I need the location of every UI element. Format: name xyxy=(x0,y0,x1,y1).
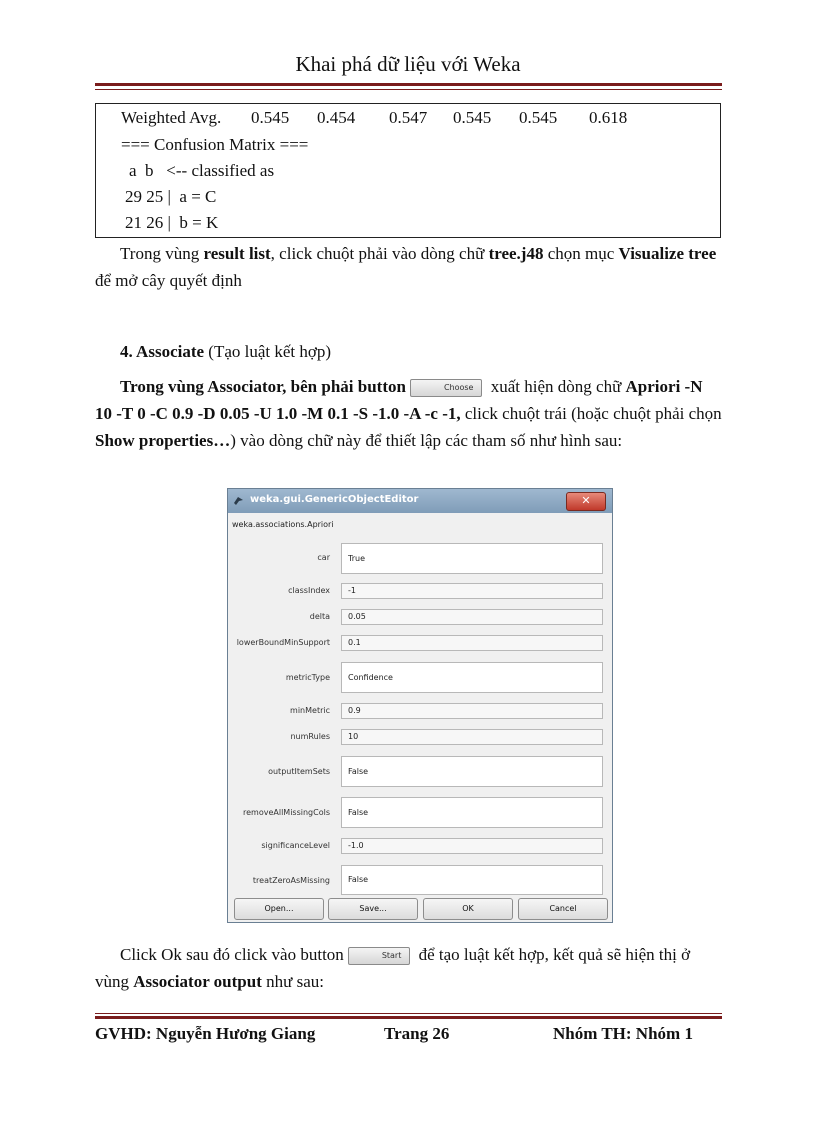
prop-label-delta: delta xyxy=(309,612,330,621)
prop-label-lowerBoundMinSupport: lowerBoundMinSupport xyxy=(236,638,330,647)
bold-text: Apriori -N 10 -T 0 -C 0.9 -D 0.05 -U 1.0 -M 0.1 -S -1.0 -A -c -1, xyxy=(95,377,703,423)
open-button[interactable]: Open... xyxy=(234,898,324,920)
section-title: (Tạo luật kết hợp) xyxy=(204,342,332,361)
text: Trong vùng xyxy=(120,244,204,263)
dialog-title: weka.gui.GenericObjectEditor xyxy=(250,494,419,505)
weighted-avg-value: 0.545 xyxy=(453,108,492,127)
text: Click Ok sau đó click vào button xyxy=(120,945,344,964)
close-button[interactable]: ✕ xyxy=(566,492,606,511)
paragraph-start xyxy=(95,941,722,995)
footer-rule xyxy=(95,1016,722,1019)
start-button[interactable]: Start xyxy=(348,947,411,965)
prop-field-delta[interactable]: 0.05 xyxy=(341,609,603,625)
prop-field-metricType[interactable]: Confidence xyxy=(341,662,603,693)
footer-instructor: GVHD: Nguyễn Hương Giang xyxy=(95,1024,316,1043)
prop-label-metricType: metricType xyxy=(285,673,330,682)
header-rule-thin xyxy=(95,89,722,90)
confusion-matrix-title: === Confusion Matrix === xyxy=(121,135,309,154)
weighted-avg-value: 0.454 xyxy=(317,108,356,127)
paragraph-associator xyxy=(95,373,722,454)
text: để tạo luật kết hợp, kết quả sẽ hiện thị ở vùng xyxy=(95,945,691,991)
weighted-avg-value: 0.547 xyxy=(389,108,428,127)
prop-field-significanceLevel[interactable]: -1.0 xyxy=(341,838,603,854)
weighted-avg-value: 0.618 xyxy=(589,108,628,127)
page-header-title: Khai phá dữ liệu với Weka xyxy=(295,52,521,76)
confusion-row: 21 26 | b = K xyxy=(125,213,219,232)
prop-field-minMetric[interactable]: 0.9 xyxy=(341,703,603,719)
footer-page-number: Trang 26 xyxy=(384,1024,450,1043)
choose-button[interactable]: Choose xyxy=(410,379,483,397)
prop-field-car[interactable]: True xyxy=(341,543,603,574)
header-rule xyxy=(95,83,722,86)
prop-label-outputItemSets: outputItemSets xyxy=(268,767,330,776)
prop-field-numRules[interactable]: 10 xyxy=(341,729,603,745)
weka-bird-icon xyxy=(233,495,244,506)
text: chọn mục xyxy=(543,244,619,263)
prop-label-significanceLevel: significanceLevel xyxy=(261,841,330,850)
prop-field-removeAllMissingCols[interactable]: False xyxy=(341,797,603,828)
bold-text: Visualize tree xyxy=(618,244,717,263)
text: ) vào dòng chữ này để thiết lập các tham số như hình sau: xyxy=(230,431,623,450)
weighted-avg-value: 0.545 xyxy=(519,108,558,127)
prop-field-lowerBoundMinSupport[interactable]: 0.1 xyxy=(341,635,603,651)
text: như sau: xyxy=(261,972,324,991)
cancel-button[interactable]: Cancel xyxy=(518,898,608,920)
dialog-titlebar[interactable] xyxy=(228,489,612,513)
text: để mở cây quyết định xyxy=(95,271,242,290)
classifier-output-box xyxy=(95,103,721,238)
prop-label-treatZeroAsMissing: treatZeroAsMissing xyxy=(252,876,330,885)
footer-group: Nhóm TH: Nhóm 1 xyxy=(553,1024,693,1043)
prop-field-outputItemSets[interactable]: False xyxy=(341,756,603,787)
weighted-avg-label: Weighted Avg. xyxy=(121,108,222,127)
confusion-row: 29 25 | a = C xyxy=(125,187,217,206)
paragraph-visualize-tree xyxy=(95,240,722,294)
bold-text: tree.j48 xyxy=(488,244,544,263)
section-heading xyxy=(120,338,620,365)
ok-button[interactable]: OK xyxy=(423,898,513,920)
save-button[interactable]: Save... xyxy=(328,898,418,920)
bold-text: Associator output xyxy=(133,972,262,991)
text: xuất hiện dòng chữ xyxy=(486,377,626,396)
text: click chuột trái (hoặc chuột phải chọn xyxy=(460,404,722,423)
prop-label-car: car xyxy=(317,553,330,562)
prop-label-numRules: numRules xyxy=(290,732,330,741)
generic-object-editor-dialog xyxy=(227,488,613,923)
prop-label-classIndex: classIndex xyxy=(288,586,330,595)
prop-field-classIndex[interactable]: -1 xyxy=(341,583,603,599)
class-name: weka.associations.Apriori xyxy=(232,520,334,529)
prop-label-minMetric: minMetric xyxy=(290,706,330,715)
section-number: 4. Associate xyxy=(120,342,205,361)
prop-label-removeAllMissingCols: removeAllMissingCols xyxy=(243,808,330,817)
text: , click chuột phải vào dòng chữ xyxy=(270,244,489,263)
weighted-avg-value: 0.545 xyxy=(251,108,290,127)
footer-rule-thin xyxy=(95,1013,722,1014)
bold-text: Trong vùng Associator, bên phải button xyxy=(120,377,406,396)
bold-text: Show properties… xyxy=(95,431,231,450)
prop-field-treatZeroAsMissing[interactable]: False xyxy=(341,865,603,895)
weighted-avg-row xyxy=(121,108,681,130)
bold-text: result list xyxy=(203,244,271,263)
confusion-header: a b <-- classified as xyxy=(129,161,275,180)
